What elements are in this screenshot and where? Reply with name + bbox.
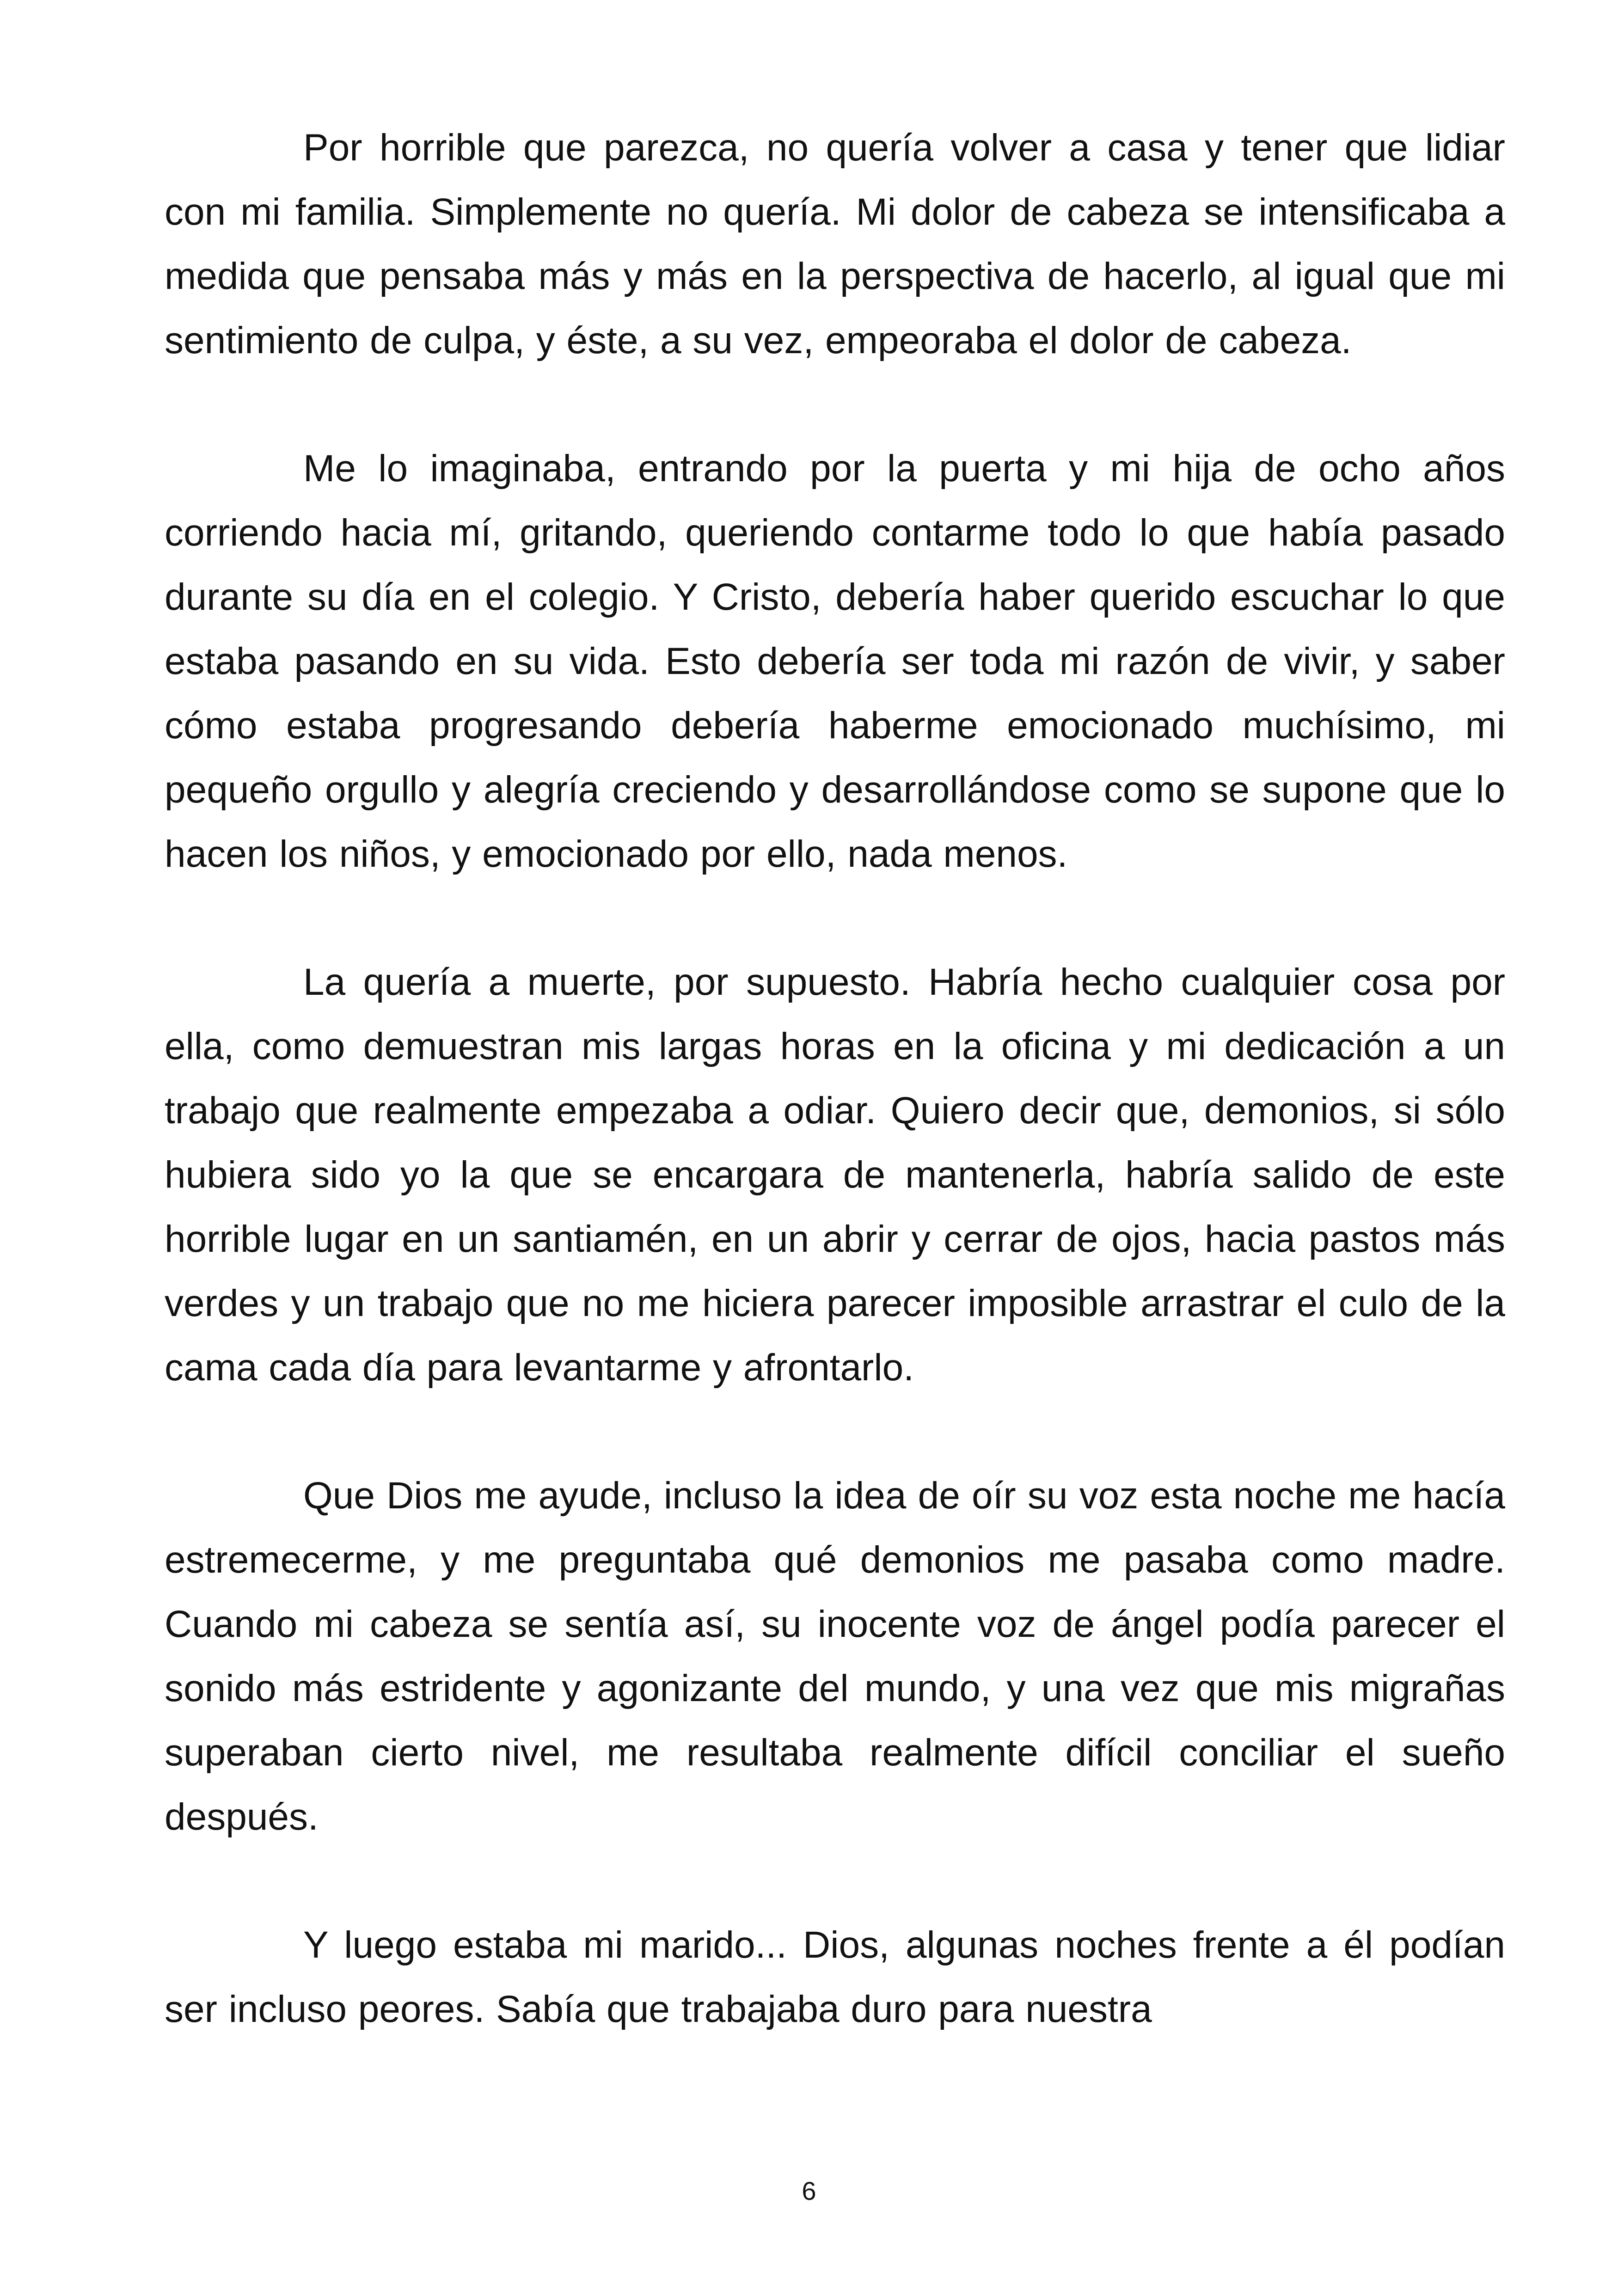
paragraph-5: Y luego estaba mi marido... Dios, algunas noches frente a él podían ser incluso peores. Sabía que trabajaba duro para nuestra [165,1924,1505,2030]
paragraph-3: La quería a muerte, por supuesto. Habría hecho cualquier cosa por ella, como demuestran mis largas horas en la oficina y mi dedicación a un trabajo que realmente empezaba a odiar. Quiero decir que, demonios, si sólo hubiera sido yo la que se encargara de mantenerla, habría salido de este horrible lugar en un santiamén, en un abrir y cerrar de ojos, hacia pastos más verdes y un trabajo que no me hiciera parecer imposible arrastrar el culo de la cama cada día para levantarme y afrontarlo. [165,961,1505,1389]
paragraph-1: Por horrible que parezca, no quería volver a casa y tener que lidiar con mi familia. Simplemente no quería. Mi dolor de cabeza se intensificaba a medida que pensaba más y más en la perspectiva de hacerlo, al igual que mi sentimiento de culpa, y éste, a su vez, empeoraba el dolor de cabeza. [165,127,1505,361]
body-text [165,116,1505,2105]
paragraph-4: Que Dios me ayude, incluso la idea de oír su voz esta noche me hacía estremecerme, y me preguntaba qué demonios me pasaba como madre. Cuando mi cabeza se sentía así, su inocente voz de ángel podía parecer el sonido más estridente y agonizante del mundo, y una vez que mis migrañas superaban cierto nivel, me resultaba realmente difícil conciliar el sueño después. [165,1475,1505,1838]
paragraph-2: Me lo imaginaba, entrando por la puerta y mi hija de ocho años corriendo hacia mí, gritando, queriendo contarme todo lo que había pasado durante su día en el colegio. Y Cristo, debería haber querido escuchar lo que estaba pasando en su vida. Esto debería ser toda mi razón de vivir, y saber cómo estaba progresando debería haberme emocionado muchísimo, mi pequeño orgullo y alegría creciendo y desarrollándose como se supone que lo hacen los niños, y emocionado por ello, nada menos. [165,447,1505,875]
page-number: 6 [802,2176,816,2205]
